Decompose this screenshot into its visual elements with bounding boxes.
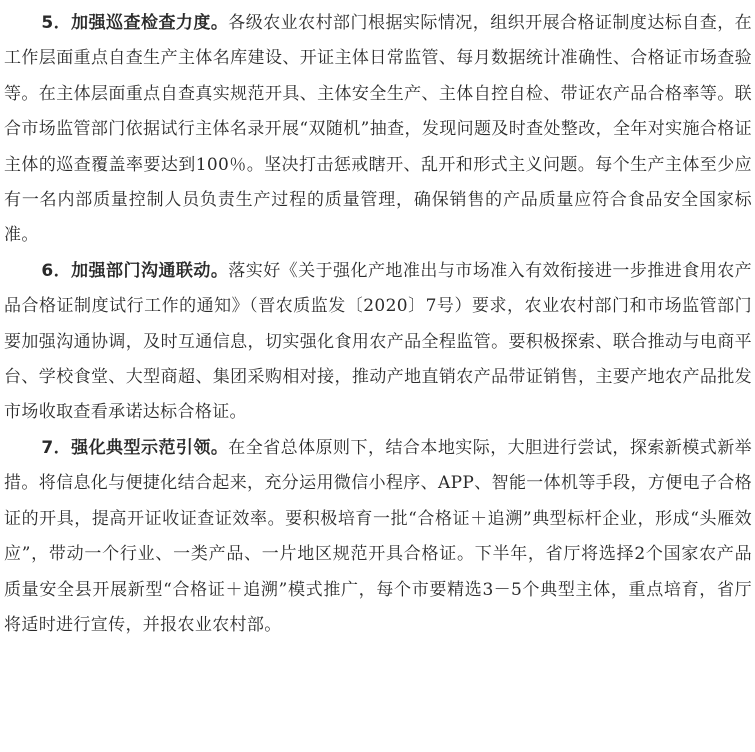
paragraph-6-heading: 6．加强部门沟通联动。 — [41, 260, 229, 281]
paragraph-5-heading: 5．加强巡查检查力度。 — [41, 13, 229, 33]
paragraph-6 — [4, 254, 752, 431]
paragraph-6-body: 落实好《关于强化产地准出与市场准入有效衔接进一步推进食用农产品合格证制度试行工作的通知》（晋农质监发〔2020〕7号）要求，农业农村部门和市场监管部门要加强沟通协调，及时互通信息，切实强化食用农产品全程监管。要积极探索、联合推动与电商平台、学校食堂、大型商超、集团采购相对接，推动产地直销农产品带证销售，主要产地农产品批发市场收取查看承诺达标合格证。 — [4, 260, 753, 423]
document-body — [4, 6, 752, 643]
paragraph-5-body: 各级农业农村部门根据实际情况，组织开展合格证制度达标自查，在工作层面重点自查生产主体名库建设、开证主体日常监管、每月数据统计准确性、合格证市场查验等。在主体层面重点自查真实规范开具、主体安全生产、主体自控自检、带证农产品合格率等。联合市场监管部门依据试行主体名录开展“双随机”抽查，发现问题及时查处整改，全年对实施合格证主体的巡查覆盖率要达到100％。坚决打击惩戒瞎开、乱开和形式主义问题。每个生产主体至少应有一名内部质量控制人员负责生产过程的质量管理，确保销售的产品质量应符合食品安全国家标准。 — [4, 13, 753, 246]
paragraph-5 — [4, 6, 752, 254]
paragraph-7-body: 在全省总体原则下，结合本地实际，大胆进行尝试，探索新模式新举措。将信息化与便捷化结合起来，充分运用微信小程序、APP、智能一体机等手段，方便电子合格证的开具，提高开证收证查证效率。要积极培育一批“合格证＋追溯”典型标杆企业，形成“头雁效应”，带动一个行业、一类产品、一片地区规范开具合格证。下半年，省厅将选择2个国家农产品质量安全县开展新型“合格证＋追溯”模式推广，每个市要精选3－5个典型主体，重点培育，省厅将适时进行宣传，并报农业农村部。 — [4, 437, 753, 635]
paragraph-7-heading: 7．强化典型示范引领。 — [41, 437, 229, 458]
paragraph-7 — [4, 431, 752, 643]
